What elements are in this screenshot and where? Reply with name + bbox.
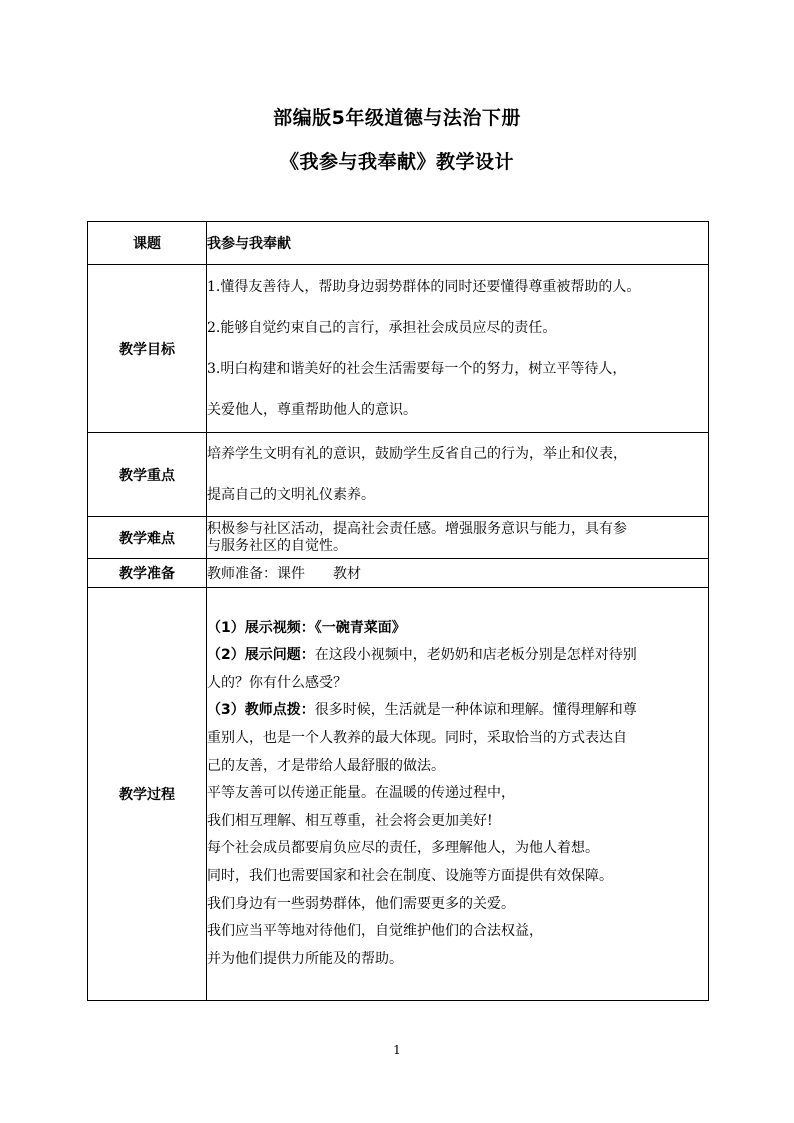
goals-content: [207, 265, 709, 433]
topic-value: 我参与我奉献: [207, 222, 709, 265]
key-points-content: [207, 433, 709, 517]
process-label: 教学过程: [88, 588, 207, 1001]
topic-label: 课题: [88, 222, 207, 265]
process-line: 我们身边有一些弱势群体，他们需要更多的关爱。: [207, 895, 515, 912]
difficulty-line: 积极参与社区活动，提高社会责任感。增强服务意识与能力，具有参: [207, 520, 627, 537]
process-line: 平等友善可以传递正能量。在温暖的传递过程中，: [207, 785, 515, 802]
process-step3-cont: 重别人，也是一个人教养的最大体现。同时，采取恰当的方式表达自: [207, 730, 627, 747]
process-step3: [207, 697, 708, 725]
difficulties-label: 教学难点: [88, 517, 207, 559]
step3-text: 很多时候，生活就是一种体谅和理解。懂得理解和尊: [314, 702, 637, 719]
process-line: 每个社会成员都要肩负应尽的责任，多理解他人，为他人着想。: [207, 840, 599, 857]
process-line: 并为他们提供力所能及的帮助。: [207, 950, 403, 967]
preparation-label: 教学准备: [88, 559, 207, 588]
row-process: [88, 588, 709, 1001]
process-step3-cont: 己的友善，才是带给人最舒服的做法。: [207, 757, 445, 774]
goal-line: 关爱他人，尊重帮助他人的意识。: [207, 401, 417, 418]
process-step2-cont: 人的？你有什么感受？: [207, 674, 347, 691]
row-preparation: [88, 559, 709, 588]
step2-heading: （2）展示问题：: [207, 647, 315, 664]
page-number: 1: [393, 1043, 401, 1057]
goal-line: 3.明白构建和谐美好的社会生活需要每一个的努力，树立平等待人，: [207, 360, 627, 377]
process-line: 我们应当平等地对待他们，自觉维护他们的合法权益，: [207, 923, 543, 940]
difficulty-line: 与服务社区的自觉性。: [207, 537, 347, 554]
difficulties-content: [207, 517, 709, 559]
row-goals: [88, 265, 709, 433]
document-subtitle: 《我参与我奉献》教学设计: [279, 151, 514, 173]
key-points-label: 教学重点: [88, 433, 207, 517]
key-point-line: 培养学生文明有礼的意识，鼓励学生反省自己的行为，举止和仪表，: [207, 445, 627, 462]
row-key-points: [88, 433, 709, 517]
goals-label: 教学目标: [88, 265, 207, 433]
key-point-line: 提高自己的文明礼仪素养。: [207, 486, 375, 503]
process-line: 同时，我们也需要国家和社会在制度、设施等方面提供有效保障。: [207, 867, 613, 884]
goal-line: 1.懂得友善待人，帮助身边弱势群体的同时还要懂得尊重被帮助的人。: [207, 278, 641, 295]
row-difficulties: [88, 517, 709, 559]
row-topic: [88, 222, 709, 265]
lesson-plan-table: [87, 221, 709, 1001]
step2-text: 在这段小视频中，老奶奶和店老板分别是怎样对待别: [314, 647, 637, 664]
step3-heading: （3）教师点拨：: [207, 702, 315, 719]
process-line: 我们相互理解、相互尊重，社会将会更加美好!: [207, 812, 493, 829]
preparation-value: 教师准备：课件 教材: [207, 559, 709, 588]
process-content: [207, 588, 709, 1001]
goal-line: 2.能够自觉约束自己的言行，承担社会成员应尽的责任。: [207, 319, 557, 336]
process-step1: （1）展示视频：《一碗青菜面》: [207, 619, 406, 636]
document-title: 部编版5年级道德与法治下册: [273, 107, 521, 129]
process-step2: [207, 642, 708, 670]
